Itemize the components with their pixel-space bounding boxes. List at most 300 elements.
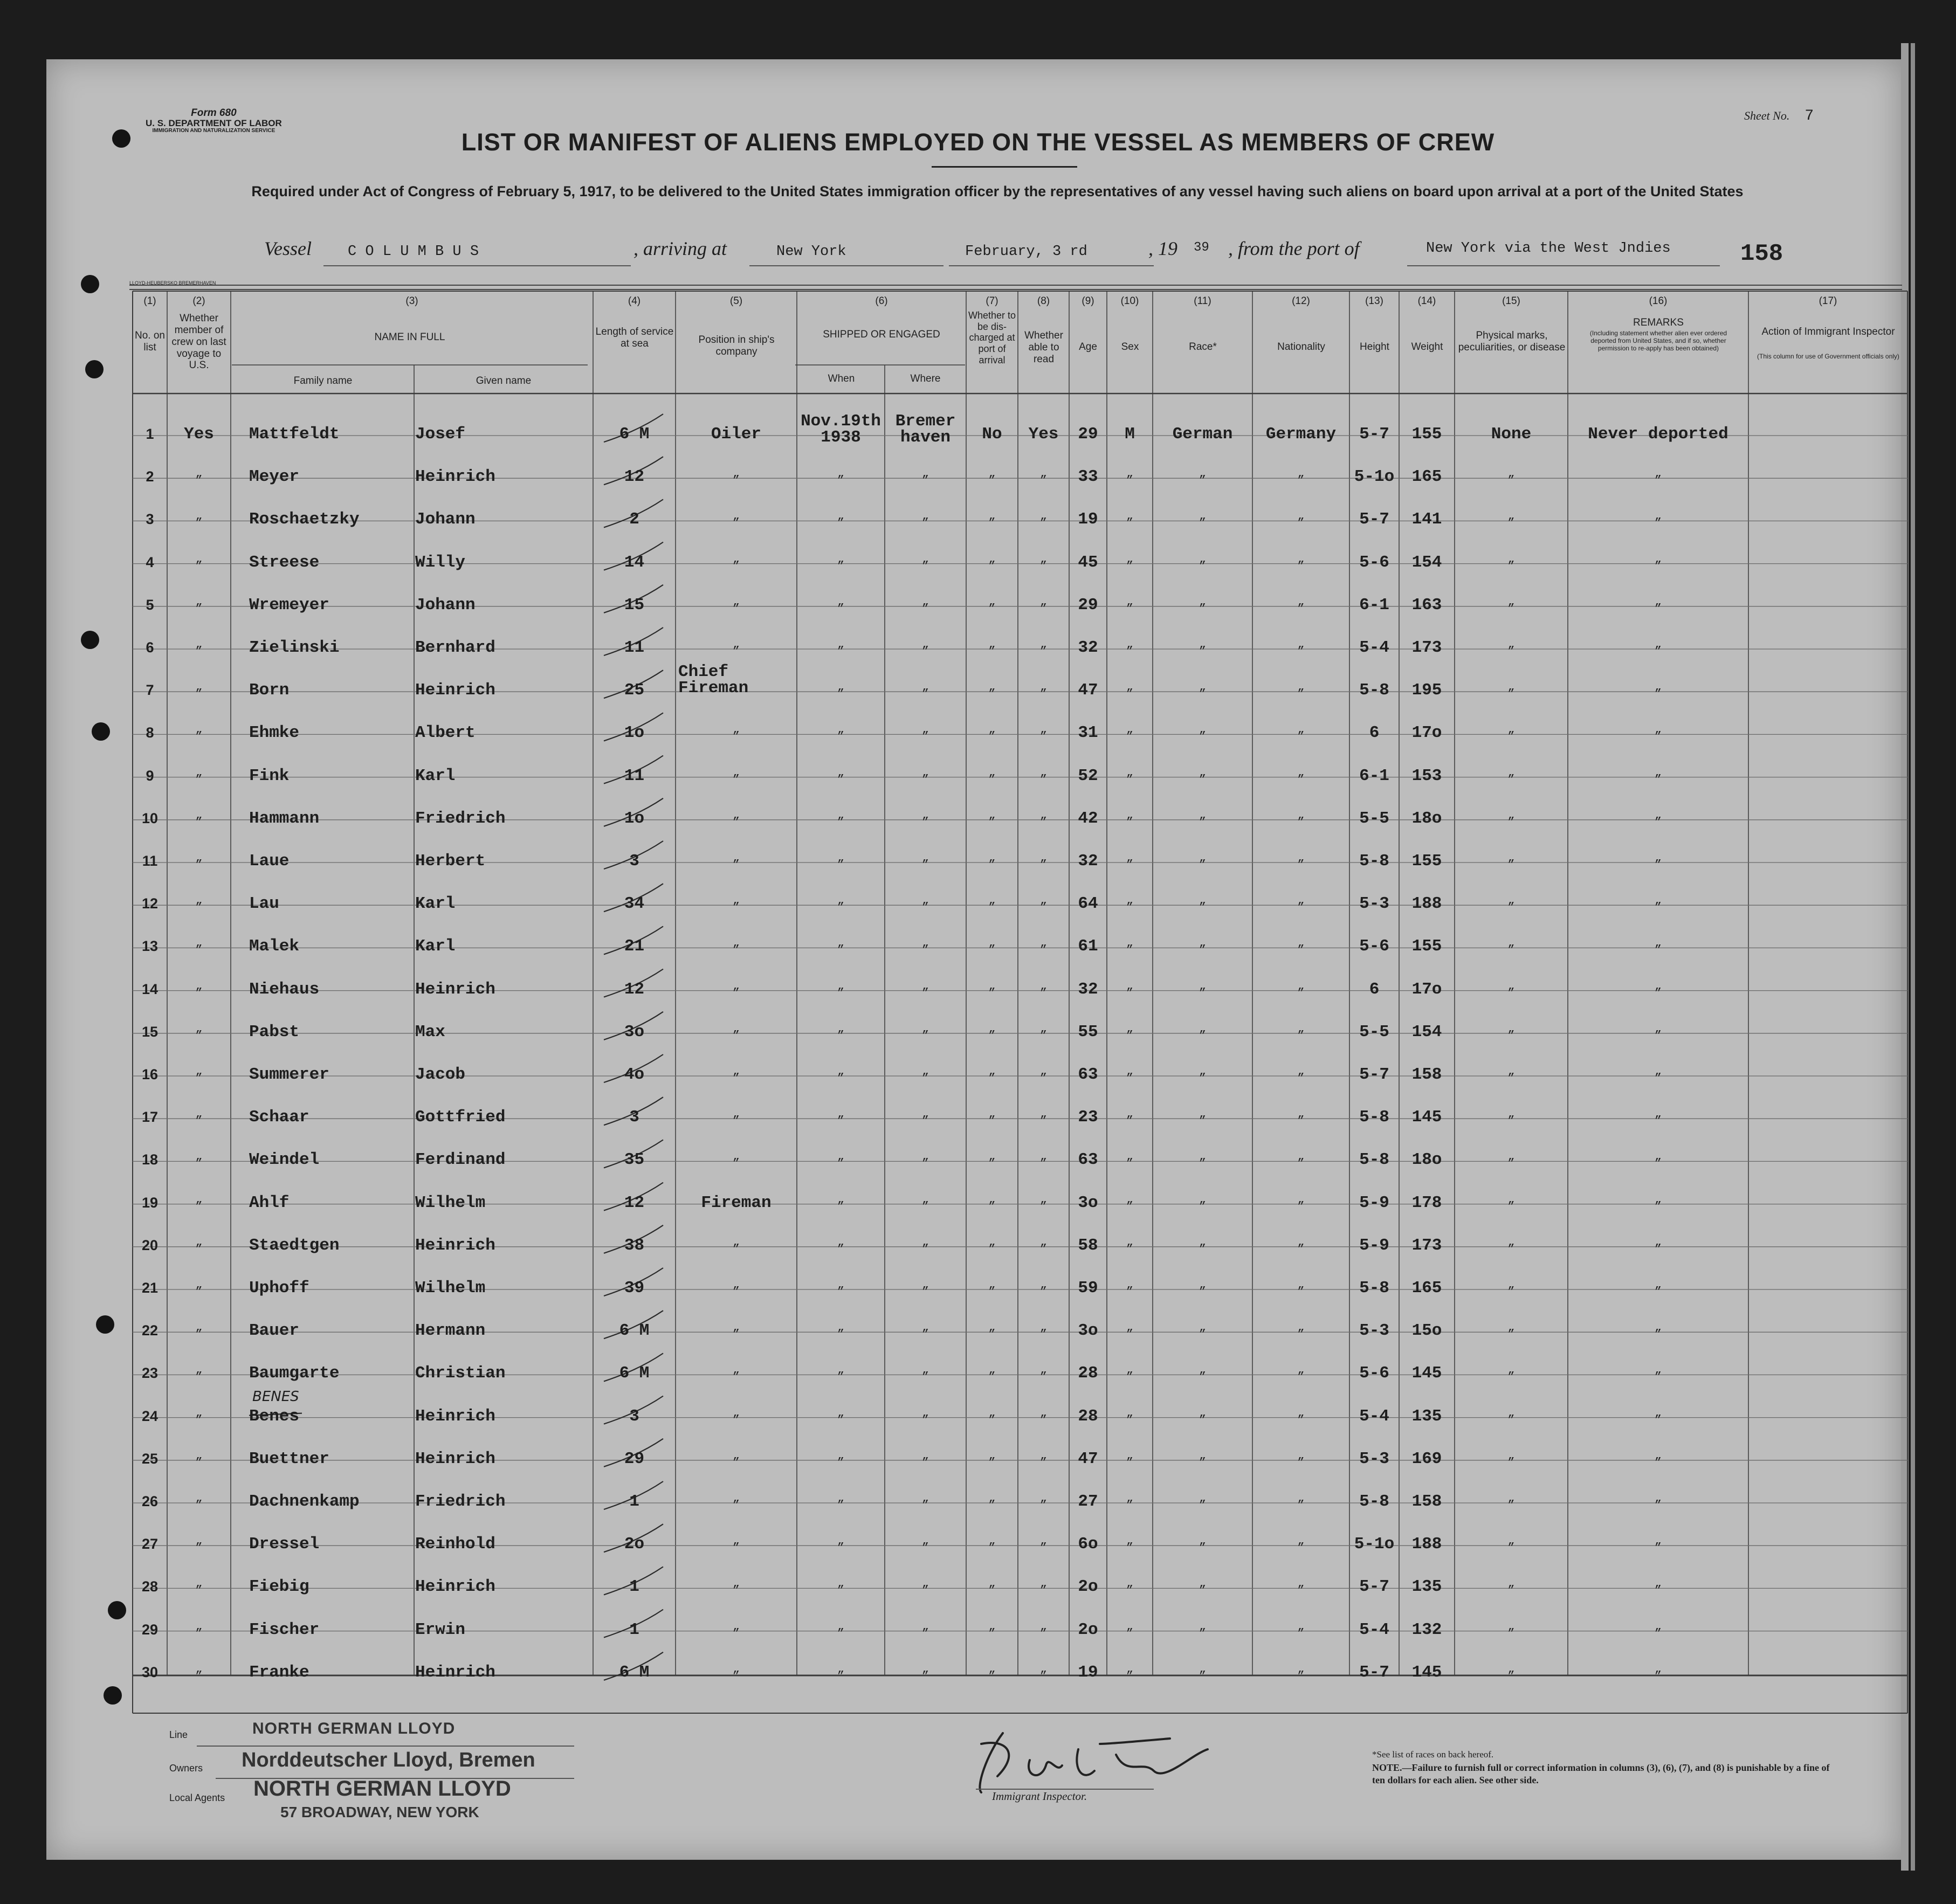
weight: 188	[1411, 894, 1442, 914]
nationality: Germany	[1265, 425, 1337, 444]
read-ditto: ”	[1039, 1669, 1048, 1683]
given-name: Heinrich	[415, 1662, 495, 1682]
race-ditto: ”	[1199, 1072, 1207, 1085]
weight: 195	[1411, 681, 1442, 700]
sex-ditto: ”	[1126, 1029, 1134, 1043]
length-of-service: 25	[624, 681, 645, 700]
where-ditto: ”	[921, 1328, 929, 1342]
sex-ditto: ”	[1126, 815, 1134, 829]
nationality-ditto: ”	[1297, 1584, 1305, 1598]
position-ditto: ”	[732, 815, 740, 829]
column-number: (11)	[1194, 295, 1211, 307]
discharged-ditto: ”	[988, 1413, 996, 1427]
weight: 158	[1411, 1492, 1442, 1511]
line-label: Line	[169, 1729, 188, 1740]
inspector-label: Immigrant Inspector.	[992, 1790, 1087, 1803]
race-ditto: ”	[1199, 772, 1207, 787]
height: 5-8	[1359, 1492, 1389, 1511]
column-number: (3)	[405, 295, 418, 307]
remarks-ditto: ”	[1654, 602, 1662, 616]
when-ditto: ”	[837, 815, 845, 829]
when-ditto: ”	[837, 1114, 845, 1128]
discharged-ditto: ”	[988, 1072, 996, 1085]
length-of-service: 35	[624, 1150, 645, 1170]
length-of-service: 15	[624, 595, 645, 615]
sex-ditto: ”	[1126, 602, 1134, 616]
age: 6o	[1078, 1535, 1098, 1554]
sex-ditto: ”	[1126, 901, 1134, 915]
read-ditto: ”	[1039, 1370, 1048, 1384]
where-ditto: ”	[921, 1157, 929, 1171]
given-name: Herbert	[415, 852, 486, 871]
remarks-ditto: ”	[1654, 1242, 1662, 1256]
age: 52	[1078, 766, 1098, 785]
column-number: (6)	[875, 295, 888, 307]
row-number: 30	[141, 1664, 159, 1680]
age: 61	[1078, 937, 1098, 956]
length-of-service: 1o	[624, 809, 645, 828]
given-name: Heinrich	[415, 467, 495, 487]
header-where: Where	[910, 373, 941, 384]
weight: 155	[1411, 937, 1442, 956]
age: 28	[1078, 1364, 1098, 1383]
weight: 17o	[1411, 723, 1442, 743]
header-position: Position in ship's company	[698, 334, 775, 357]
family-name: Niehaus	[249, 979, 320, 999]
weight: 153	[1411, 766, 1442, 785]
crew-member-last-voyage: Yes	[184, 425, 214, 444]
read-ditto: ”	[1039, 1199, 1048, 1213]
height: 6	[1369, 979, 1380, 999]
position-in-ship: Oiler	[711, 425, 761, 444]
family-name: Weindel	[249, 1150, 320, 1170]
age: 33	[1078, 467, 1098, 487]
remarks-ditto: ”	[1654, 943, 1662, 957]
position-in-ship-line2: Fireman	[678, 679, 749, 698]
weight: 169	[1411, 1449, 1442, 1468]
discharged-ditto: ”	[988, 943, 996, 957]
height: 5-8	[1359, 681, 1389, 700]
age: 32	[1078, 852, 1098, 871]
race-ditto: ”	[1199, 1157, 1207, 1171]
physical-marks: None	[1491, 425, 1532, 444]
shipped-where: Bremer	[895, 412, 956, 431]
given-name: Max	[415, 1022, 445, 1041]
discharged-ditto: ”	[988, 602, 996, 616]
agents-label: Local Agents	[169, 1792, 225, 1803]
length-of-service: 39	[624, 1279, 645, 1298]
discharged-ditto: ”	[988, 474, 996, 488]
sex-ditto: ”	[1126, 1584, 1134, 1598]
discharged-ditto: ”	[988, 1626, 996, 1640]
age: 29	[1078, 595, 1098, 615]
read-ditto: ”	[1039, 1285, 1048, 1299]
column-number: (16)	[1649, 295, 1668, 307]
discharged-ditto: ”	[988, 1541, 996, 1555]
discharged-ditto: ”	[988, 1499, 996, 1512]
sex-ditto: ”	[1126, 772, 1134, 787]
height: 5-4	[1359, 1406, 1389, 1426]
remarks-ditto: ”	[1654, 645, 1662, 658]
where-ditto: ”	[921, 1455, 929, 1470]
row-number: 20	[141, 1237, 159, 1253]
given-name: Karl	[415, 894, 456, 914]
discharged-ditto: ”	[988, 1029, 996, 1043]
header-age: Age	[1079, 341, 1097, 353]
weight: 155	[1411, 425, 1442, 444]
length-of-service: 12	[624, 979, 645, 999]
family-name: Dachnenkamp	[249, 1492, 360, 1511]
able-to-read: Yes	[1028, 425, 1059, 444]
age: 3o	[1078, 1321, 1098, 1341]
remarks: Never deported	[1588, 425, 1728, 444]
read-ditto: ”	[1039, 1541, 1048, 1555]
when-ditto: ”	[837, 1199, 845, 1213]
nationality-ditto: ”	[1297, 1328, 1305, 1342]
position-ditto: ”	[732, 1072, 740, 1085]
member-ditto: ”	[195, 1499, 203, 1512]
discharged-ditto: ”	[988, 1242, 996, 1256]
where-ditto: ”	[921, 1114, 929, 1128]
nationality-ditto: ”	[1297, 1370, 1305, 1384]
read-ditto: ”	[1039, 645, 1048, 658]
position-ditto: ”	[732, 1413, 740, 1427]
member-ditto: ”	[195, 1285, 203, 1299]
where-ditto: ”	[921, 645, 929, 658]
race-ditto: ”	[1199, 1584, 1207, 1598]
given-name: Jacob	[415, 1065, 466, 1084]
weight: 18o	[1411, 809, 1442, 828]
given-name: Willy	[415, 553, 466, 572]
remarks-ditto: ”	[1654, 1499, 1662, 1512]
when-ditto: ”	[837, 645, 845, 658]
height: 5-3	[1359, 1449, 1389, 1468]
discharged-ditto: ”	[988, 901, 996, 915]
member-ditto: ”	[195, 1626, 203, 1640]
sex-ditto: ”	[1126, 1413, 1134, 1427]
family-name: Ehmke	[249, 723, 300, 743]
length-of-service: 2o	[624, 1535, 645, 1554]
family-name: Fischer	[249, 1620, 320, 1639]
family-name: Staedtgen	[249, 1236, 340, 1255]
physical-ditto: ”	[1507, 943, 1515, 957]
family-name: Franke	[249, 1662, 309, 1682]
where-ditto: ”	[921, 1669, 929, 1683]
entry-number: 158	[1740, 240, 1783, 267]
weight: 135	[1411, 1406, 1442, 1426]
read-ditto: ”	[1039, 687, 1048, 701]
when-ditto: ”	[837, 1413, 845, 1427]
given-name: Heinrich	[415, 1577, 495, 1597]
member-ditto: ”	[195, 730, 203, 744]
physical-ditto: ”	[1507, 1114, 1515, 1128]
row-number: 2	[146, 468, 154, 485]
header-able-read: Whether able to read	[1024, 330, 1063, 365]
length-of-service: 29	[624, 1449, 645, 1468]
age: 47	[1078, 681, 1098, 700]
member-ditto: ”	[195, 1029, 203, 1043]
age: 63	[1078, 1150, 1098, 1170]
read-ditto: ”	[1039, 730, 1048, 744]
sex-ditto: ”	[1126, 730, 1134, 744]
member-ditto: ”	[195, 474, 203, 488]
given-name: Wilhelm	[415, 1193, 486, 1212]
height: 6	[1369, 723, 1380, 743]
races-note: *See list of races on back hereof.	[1372, 1749, 1494, 1760]
position-ditto: ”	[732, 516, 740, 530]
weight: 141	[1411, 510, 1442, 529]
discharged-ditto: ”	[988, 1455, 996, 1470]
given-name: Johann	[415, 595, 476, 615]
discharged-ditto: ”	[988, 1669, 996, 1683]
family-name: Hammann	[249, 809, 320, 828]
service-name: IMMIGRATION AND NATURALIZATION SERVICE	[152, 127, 276, 134]
member-ditto: ”	[195, 1455, 203, 1470]
when-ditto: ”	[837, 730, 845, 744]
row-number: 3	[146, 511, 154, 528]
height: 5-6	[1359, 937, 1389, 956]
shipped-when: Nov.19th	[801, 412, 881, 431]
nationality-ditto: ”	[1297, 516, 1305, 530]
given-name: Wilhelm	[415, 1279, 486, 1298]
inspector-signature	[965, 1722, 1213, 1798]
member-ditto: ”	[195, 687, 203, 701]
read-ditto: ”	[1039, 1072, 1048, 1085]
position-ditto: ”	[732, 1157, 740, 1171]
remarks-ditto: ”	[1654, 901, 1662, 915]
position-in-ship: Chief	[678, 663, 729, 682]
column-number: (7)	[986, 295, 998, 307]
member-ditto: ”	[195, 1541, 203, 1555]
member-ditto: ”	[195, 1199, 203, 1213]
row-number: 5	[146, 596, 154, 613]
position-ditto: ”	[732, 1455, 740, 1470]
given-name: Heinrich	[415, 1449, 495, 1468]
physical-ditto: ”	[1507, 1455, 1515, 1470]
family-name: Streese	[249, 553, 320, 572]
header-given-name: Given name	[476, 375, 532, 387]
where-ditto: ”	[921, 474, 929, 488]
where-ditto: ”	[921, 1626, 929, 1640]
row-number: 24	[141, 1408, 159, 1424]
remarks-ditto: ”	[1654, 474, 1662, 488]
age: 27	[1078, 1492, 1098, 1511]
header-length-service: Length of service at sea	[595, 326, 674, 349]
height: 5-5	[1359, 1022, 1389, 1041]
when-ditto: ”	[837, 559, 845, 573]
nationality-ditto: ”	[1297, 772, 1305, 787]
department-name: U. S. DEPARTMENT OF LABOR	[146, 118, 282, 128]
physical-ditto: ”	[1507, 858, 1515, 872]
physical-ditto: ”	[1507, 1242, 1515, 1256]
position-ditto: ”	[732, 1285, 740, 1299]
family-name: Benes	[249, 1406, 300, 1426]
sex-ditto: ”	[1126, 1285, 1134, 1299]
age: 32	[1078, 638, 1098, 657]
header-family-name: Family name	[293, 375, 353, 387]
race: German	[1172, 425, 1233, 444]
sex-ditto: ”	[1126, 1455, 1134, 1470]
member-ditto: ”	[195, 1584, 203, 1598]
remarks-ditto: ”	[1654, 1328, 1662, 1342]
given-name: Johann	[415, 510, 476, 529]
header-name-in-full: NAME IN FULL	[374, 332, 445, 343]
row-number: 29	[141, 1621, 159, 1638]
length-of-service: 6 M	[619, 1364, 650, 1383]
age: 47	[1078, 1449, 1098, 1468]
race-ditto: ”	[1199, 1413, 1207, 1427]
sex-ditto: ”	[1126, 1072, 1134, 1085]
family-name: Mattfeldt	[249, 425, 340, 444]
remarks-ditto: ”	[1654, 858, 1662, 872]
where-ditto: ”	[921, 1199, 929, 1213]
physical-ditto: ”	[1507, 1584, 1515, 1598]
nationality-ditto: ”	[1297, 1242, 1305, 1256]
length-of-service: 11	[624, 766, 645, 785]
when-ditto: ”	[837, 1499, 845, 1512]
nationality-ditto: ”	[1297, 1455, 1305, 1470]
read-ditto: ”	[1039, 772, 1048, 787]
sex-ditto: ”	[1126, 687, 1134, 701]
physical-ditto: ”	[1507, 730, 1515, 744]
sex-ditto: ”	[1126, 516, 1134, 530]
weight: 154	[1411, 1022, 1442, 1041]
sheet-number: 7	[1805, 108, 1814, 125]
weight: 18o	[1411, 1150, 1442, 1170]
race-ditto: ”	[1199, 602, 1207, 616]
header-weight: Weight	[1411, 341, 1443, 353]
year-prefix: , 19	[1148, 238, 1177, 259]
family-name: Roschaetzky	[249, 510, 360, 529]
physical-ditto: ”	[1507, 559, 1515, 573]
length-of-service: 2	[629, 510, 639, 529]
position-ditto: ”	[732, 1328, 740, 1342]
stamp-address: 57 BROADWAY, NEW YORK	[280, 1804, 479, 1820]
when-ditto: ”	[837, 1157, 845, 1171]
discharged-ditto: ”	[988, 1370, 996, 1384]
height: 5-1o	[1354, 1535, 1395, 1554]
length-of-service: 1	[629, 1620, 639, 1639]
discharged-ditto: ”	[988, 1285, 996, 1299]
member-ditto: ”	[195, 559, 203, 573]
row-number: 1	[146, 426, 154, 442]
physical-ditto: ”	[1507, 1285, 1515, 1299]
strip-label: LLOYD-HEUBERSKO BREMERHAVEN	[129, 280, 216, 286]
column-number: (8)	[1037, 295, 1050, 307]
physical-ditto: ”	[1507, 602, 1515, 616]
height: 5-4	[1359, 1620, 1389, 1639]
remarks-ditto: ”	[1654, 559, 1662, 573]
owners-label: Owners	[169, 1763, 203, 1774]
when-ditto: ”	[837, 1669, 845, 1683]
column-number: (15)	[1502, 295, 1520, 307]
discharged-ditto: ”	[988, 687, 996, 701]
height: 5-9	[1359, 1193, 1389, 1212]
race-ditto: ”	[1199, 815, 1207, 829]
family-name: Dressel	[249, 1535, 320, 1554]
row-number: 9	[146, 767, 154, 784]
given-name: Heinrich	[415, 1236, 495, 1255]
family-name: Meyer	[249, 467, 300, 487]
race-ditto: ”	[1199, 1285, 1207, 1299]
from-label: , from the port of	[1228, 238, 1360, 259]
nationality-ditto: ”	[1297, 858, 1305, 872]
row-number: 8	[146, 725, 154, 741]
discharged-ditto: ”	[988, 516, 996, 530]
age: 55	[1078, 1022, 1098, 1041]
row-number: 7	[146, 682, 154, 699]
remarks-ditto: ”	[1654, 1199, 1662, 1213]
to-be-discharged: No	[982, 425, 1002, 444]
age: 59	[1078, 1279, 1098, 1298]
discharged-ditto: ”	[988, 772, 996, 787]
length-of-service: 1o	[624, 723, 645, 743]
physical-ditto: ”	[1507, 901, 1515, 915]
row-number: 17	[141, 1109, 159, 1126]
read-ditto: ”	[1039, 1455, 1048, 1470]
inspector-underline	[976, 1788, 1154, 1790]
read-ditto: ”	[1039, 986, 1048, 1000]
age: 45	[1078, 553, 1098, 572]
sex-ditto: ”	[1126, 1114, 1134, 1128]
height: 6-1	[1359, 766, 1389, 785]
family-name: Fiebig	[249, 1577, 309, 1597]
nationality-ditto: ”	[1297, 1541, 1305, 1555]
height: 5-9	[1359, 1236, 1389, 1255]
nationality-ditto: ”	[1297, 901, 1305, 915]
given-name: Friedrich	[415, 809, 506, 828]
where-ditto: ”	[921, 687, 929, 701]
sex-ditto: ”	[1126, 474, 1134, 488]
physical-ditto: ”	[1507, 687, 1515, 701]
given-name: Hermann	[415, 1321, 486, 1341]
race-ditto: ”	[1199, 1499, 1207, 1512]
age: 63	[1078, 1065, 1098, 1084]
departure-port: New York via the West Jndies	[1426, 240, 1671, 257]
race-ditto: ”	[1199, 1626, 1207, 1640]
position-ditto: ”	[732, 474, 740, 488]
nationality-ditto: ”	[1297, 559, 1305, 573]
weight: 188	[1411, 1535, 1442, 1554]
nationality-ditto: ”	[1297, 602, 1305, 616]
race-ditto: ”	[1199, 1114, 1207, 1128]
family-name: Laue	[249, 852, 290, 871]
position-ditto: ”	[732, 772, 740, 787]
row-number: 21	[141, 1280, 159, 1296]
age: 64	[1078, 894, 1098, 914]
weight: 158	[1411, 1065, 1442, 1084]
weight: 165	[1411, 1279, 1442, 1298]
position-ditto: ”	[732, 858, 740, 872]
height: 5-8	[1359, 852, 1389, 871]
column-number: (14)	[1417, 295, 1436, 307]
height: 6-1	[1359, 595, 1389, 615]
family-name: Zielinski	[249, 638, 340, 657]
remarks-ditto: ”	[1654, 1413, 1662, 1427]
position-ditto: ”	[732, 901, 740, 915]
race-ditto: ”	[1199, 901, 1207, 915]
family-name: Pabst	[249, 1022, 300, 1041]
discharged-ditto: ”	[988, 1114, 996, 1128]
race-ditto: ”	[1199, 1328, 1207, 1342]
position-ditto: ”	[732, 986, 740, 1000]
height: 5-6	[1359, 1364, 1389, 1383]
given-name: Erwin	[415, 1620, 466, 1639]
given-name: Gottfried	[415, 1108, 506, 1127]
row-number: 13	[141, 938, 159, 955]
discharged-ditto: ”	[988, 858, 996, 872]
weight: 178	[1411, 1193, 1442, 1212]
